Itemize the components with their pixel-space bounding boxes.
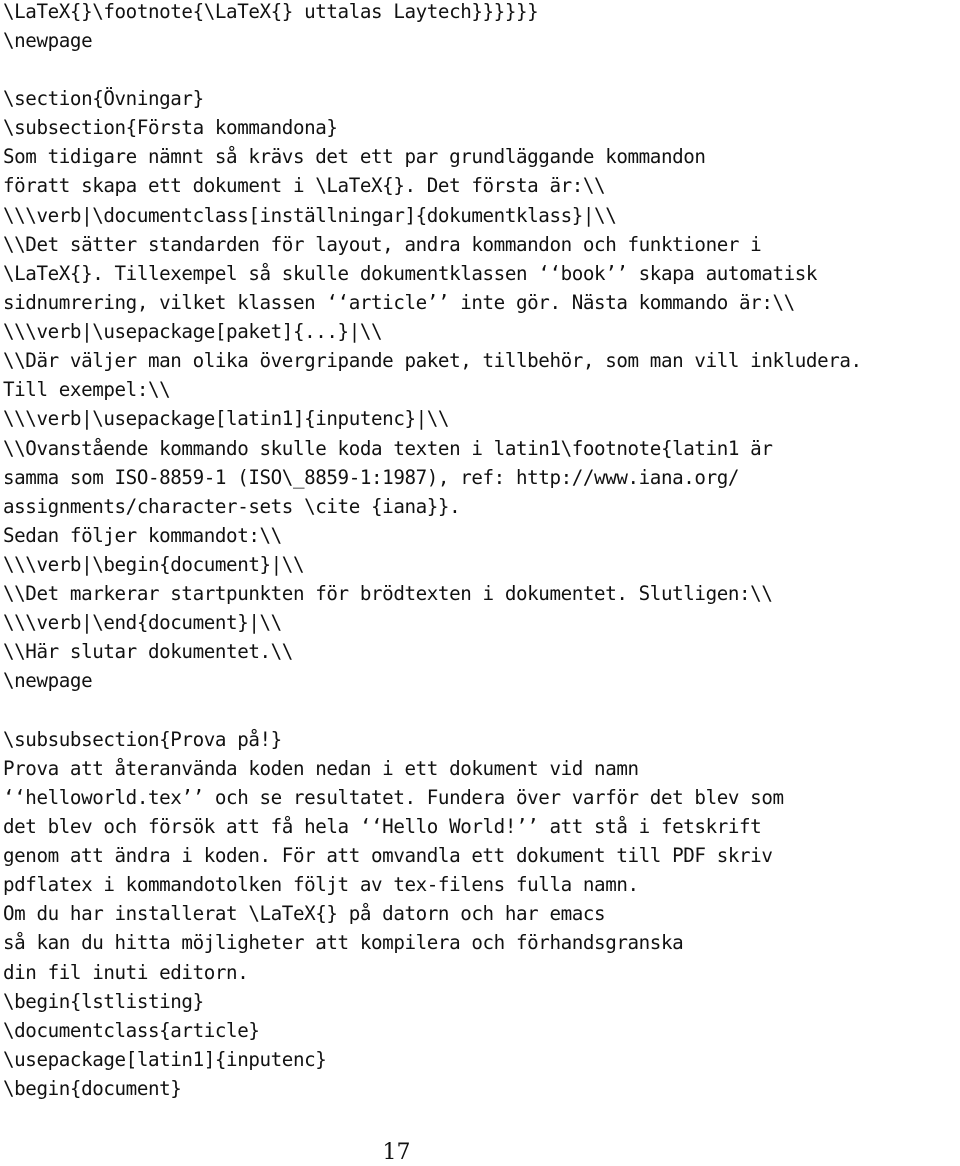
text-line: \subsection{Första kommandona} — [3, 116, 338, 139]
text-line: \section{Övningar} — [3, 87, 204, 110]
text-line: \LaTeX{}. Tillexempel så skulle dokumentklassen ‘‘book’’ skapa automatisk — [3, 262, 818, 285]
text-line: ‘‘helloworld.tex’’ och se resultatet. Fundera över varför det blev som — [3, 786, 784, 809]
text-line: \\\verb|\end{document}|\\ — [3, 611, 282, 634]
text-line: Till exempel:\\ — [3, 378, 171, 401]
text-line: \subsubsection{Prova på!} — [3, 728, 282, 751]
text-line: \usepackage[latin1]{inputenc} — [3, 1048, 327, 1071]
text-line: \LaTeX{}\footnote{\LaTeX{} uttalas Laytech}}}}}} — [3, 0, 539, 23]
text-line: \\\verb|\usepackage[paket]{...}|\\ — [3, 320, 383, 343]
text-line: \\Här slutar dokumentet.\\ — [3, 640, 293, 663]
text-line: \begin{document} — [3, 1077, 182, 1100]
text-line: det blev och försök att få hela ‘‘Hello World!’’ att stå i fetskrift — [3, 815, 762, 838]
text-line: Prova att återanvända koden nedan i ett dokument vid namn — [3, 757, 639, 780]
text-line: \\Där väljer man olika övergripande paket, tillbehör, som man vill inkludera. — [3, 349, 862, 372]
text-line: \\Det markerar startpunkten för brödtexten i dokumentet. Slutligen:\\ — [3, 582, 773, 605]
text-line: pdflatex i kommandotolken följt av tex-filens fulla namn. — [3, 873, 639, 896]
text-line: \\\verb|\documentclass[inställningar]{dokumentklass}|\\ — [3, 204, 617, 227]
text-line: \\Ovanstående kommando skulle koda texten i latin1\footnote{latin1 är — [3, 437, 773, 460]
text-line: samma som ISO-8859-1 (ISO\_8859-1:1987), ref: http://www.iana.org/ — [3, 466, 740, 489]
text-line: sidnumrering, vilket klassen ‘‘article’’ inte gör. Nästa kommando är:\\ — [3, 291, 795, 314]
text-line: \\Det sätter standarden för layout, andra kommandon och funktioner i — [3, 233, 762, 256]
text-line: Om du har installerat \LaTeX{} på datorn och har emacs — [3, 902, 606, 925]
text-line: assignments/character-sets \cite {iana}}. — [3, 495, 461, 518]
text-line: \\\verb|\begin{document}|\\ — [3, 553, 305, 576]
text-line: \newpage — [3, 669, 93, 692]
page-number: 17 — [382, 1140, 411, 1165]
text-line: \documentclass{article} — [3, 1019, 260, 1042]
text-line: din fil inuti editorn. — [3, 961, 249, 984]
text-line: \begin{lstlisting} — [3, 990, 204, 1013]
text-line: genom att ändra i koden. För att omvandla ett dokument till PDF skriv — [3, 844, 773, 867]
text-line: Sedan följer kommandot:\\ — [3, 524, 282, 547]
text-line: så kan du hitta möjligheter att kompilera och förhandsgranska — [3, 931, 684, 954]
text-line: \newpage — [3, 29, 93, 52]
text-line: föratt skapa ett dokument i \LaTeX{}. Det första är:\\ — [3, 174, 606, 197]
text-line: \\\verb|\usepackage[latin1]{inputenc}|\\ — [3, 407, 450, 430]
text-line: Som tidigare nämnt så krävs det ett par grundläggande kommandon — [3, 145, 706, 168]
